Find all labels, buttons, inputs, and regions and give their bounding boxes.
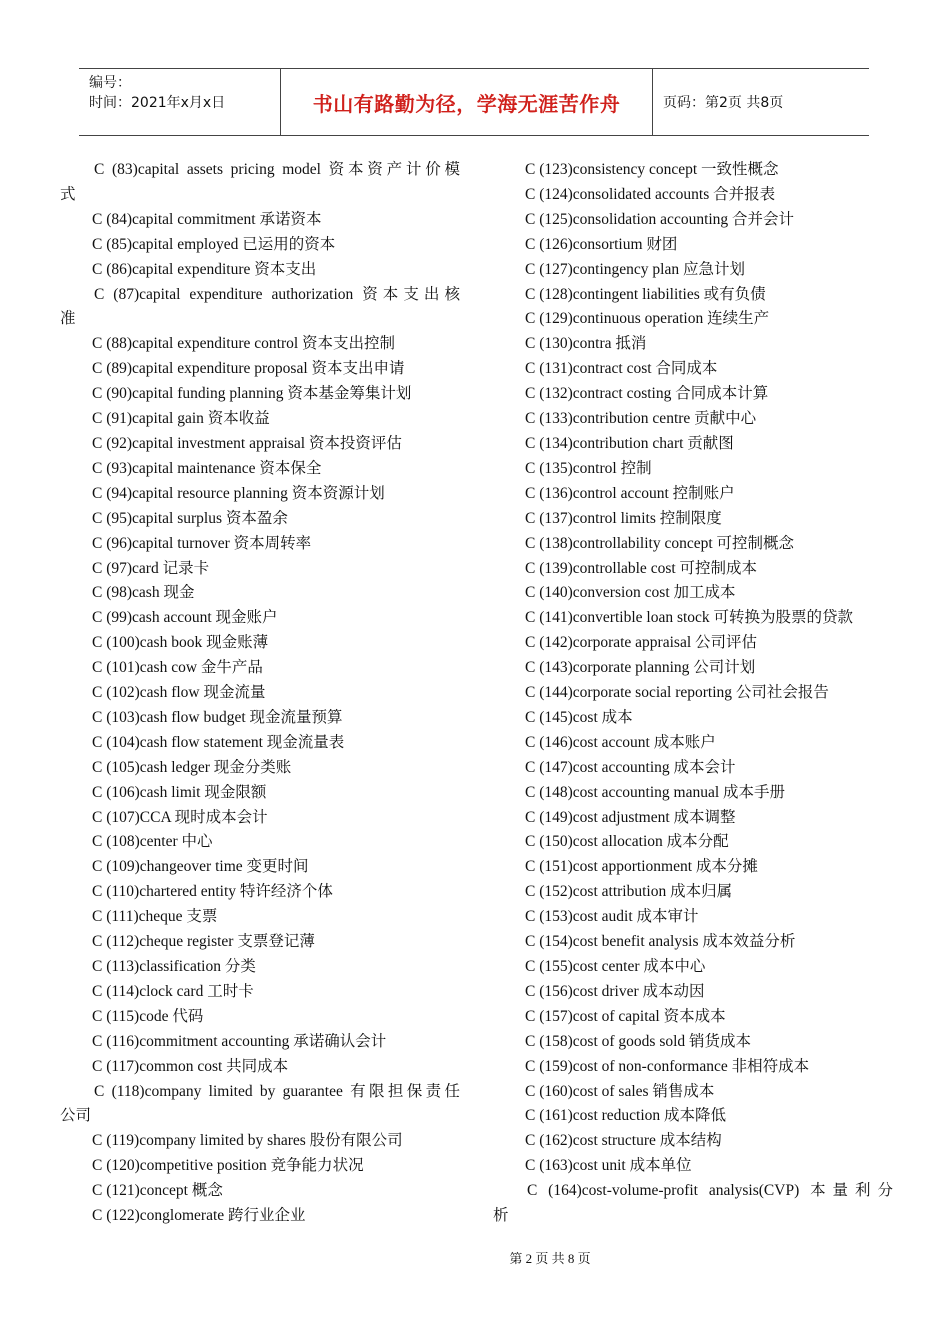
glossary-entry xyxy=(60,283,460,308)
glossary-entry-continuation: 准 xyxy=(60,310,76,328)
glossary-entry-text: C (110)chartered entity 特许经济个体 xyxy=(92,883,333,901)
glossary-entry xyxy=(493,905,893,930)
glossary-entry xyxy=(60,557,460,582)
glossary-entry-text: C (106)cash limit 现金限额 xyxy=(92,783,267,801)
glossary-entry xyxy=(493,1005,893,1030)
glossary-entry-text: C (135)control 控制 xyxy=(525,459,652,477)
page-footer: 第 2 页 共 8 页 xyxy=(509,1251,591,1266)
glossary-entry xyxy=(493,706,893,731)
glossary-entry xyxy=(60,830,460,855)
glossary-entry-text: C (157)cost of capital 资本成本 xyxy=(525,1007,726,1025)
glossary-entry-text: C (92)capital investment appraisal 资本投资评估 xyxy=(92,434,402,452)
glossary-entry-text: C (131)contract cost 合同成本 xyxy=(525,360,718,378)
glossary-entry-text: C (119)company limited by shares 股份有限公司 xyxy=(92,1132,403,1150)
glossary-entry-text: C (138)controllability concept 可控制概念 xyxy=(525,534,795,552)
glossary-entry xyxy=(493,532,893,557)
glossary-entry-text: C (130)contra 抵消 xyxy=(525,335,647,353)
glossary-entry-text: C (112)cheque register 支票登记薄 xyxy=(92,933,315,951)
glossary-entry xyxy=(60,905,460,930)
glossary-entry xyxy=(60,1179,460,1204)
glossary-entry xyxy=(493,1154,893,1179)
glossary-entry xyxy=(60,1129,460,1154)
glossary-entry-text: C (132)contract costing 合同成本计算 xyxy=(525,385,769,403)
glossary-entry xyxy=(493,606,893,631)
glossary-entry-text: C (84)capital commitment 承诺资本 xyxy=(92,210,322,228)
glossary-entry-text: C (158)cost of goods sold 销货成本 xyxy=(525,1032,752,1050)
glossary-entry xyxy=(493,1030,893,1055)
glossary-entry xyxy=(60,980,460,1005)
header-meta xyxy=(79,69,281,135)
glossary-entry xyxy=(60,1080,460,1105)
glossary-entry-continuation: 析 xyxy=(493,1207,509,1225)
glossary-entry xyxy=(60,208,460,233)
glossary-entry xyxy=(493,432,893,457)
glossary-entry xyxy=(493,1080,893,1105)
glossary-entry xyxy=(493,806,893,831)
glossary-entry xyxy=(493,482,893,507)
glossary-entry-text: C (117)common cost 共同成本 xyxy=(92,1057,289,1075)
glossary-entry-text: C (107)CCA 现时成本会计 xyxy=(92,808,268,826)
glossary-entry xyxy=(493,357,893,382)
glossary-entry-text: C (127)contingency plan 应急计划 xyxy=(525,260,745,278)
glossary-entry xyxy=(60,457,460,482)
glossary-entry xyxy=(493,855,893,880)
glossary-entry-text: C (148)cost accounting manual 成本手册 xyxy=(525,783,786,801)
glossary-entry-text: C (103)cash flow budget 现金流量预算 xyxy=(92,708,343,726)
glossary-entry-text: C (145)cost 成本 xyxy=(525,708,633,726)
glossary-entry-text: C (163)cost unit 成本单位 xyxy=(525,1157,692,1175)
glossary-entry xyxy=(60,681,460,706)
glossary-entry-text: C (136)control account 控制账户 xyxy=(525,484,735,502)
glossary-entry xyxy=(493,681,893,706)
glossary-entry xyxy=(493,930,893,955)
glossary-entry-text: C (143)corporate planning 公司计划 xyxy=(525,659,756,677)
glossary-entry xyxy=(60,880,460,905)
glossary-entry-text: C (162)cost structure 成本结构 xyxy=(525,1132,722,1150)
glossary-entry xyxy=(60,1005,460,1030)
glossary-entry-text: C (113)classification 分类 xyxy=(92,958,256,975)
glossary-entry xyxy=(60,606,460,631)
glossary-entry-text: C (89)capital expenditure proposal 资本支出申请 xyxy=(92,360,405,378)
glossary-entry xyxy=(60,706,460,731)
glossary-entry-text: C (97)card 记录卡 xyxy=(92,559,210,577)
glossary-entry-text: C (142)corporate appraisal 公司评估 xyxy=(525,634,758,652)
glossary-entry-text: C (129)continuous operation 连续生产 xyxy=(525,310,770,328)
glossary-entry-text: C (94)capital resource planning 资本资源计划 xyxy=(92,484,385,502)
glossary-entry-text: C (133)contribution centre 贡献中心 xyxy=(525,410,757,428)
glossary-entry xyxy=(493,781,893,806)
glossary-entry xyxy=(493,880,893,905)
glossary-entry xyxy=(60,631,460,656)
glossary-entry xyxy=(60,532,460,557)
glossary-entry xyxy=(60,1154,460,1179)
glossary-entry xyxy=(60,332,460,357)
glossary-entry-text: C (141)convertible loan stock 可转换为股票的贷款 xyxy=(525,609,854,627)
glossary-entry-text: C (159)cost of non-conformance 非相符成本 xyxy=(525,1057,810,1075)
glossary-entry-text: C (144)corporate social reporting 公司社会报告 xyxy=(525,684,829,702)
glossary-entry-text: C (100)cash book 现金账薄 xyxy=(92,634,269,652)
glossary-entry-text: C (146)cost account 成本账户 xyxy=(525,733,716,751)
glossary-entry-text: C (149)cost adjustment 成本调整 xyxy=(525,808,736,826)
glossary-entry xyxy=(60,1030,460,1055)
glossary-entry xyxy=(493,283,893,308)
glossary-entry-text: C (134)contribution chart 贡献图 xyxy=(525,434,734,452)
glossary-entry-text: C (128)contingent liabilities 或有负债 xyxy=(525,285,766,303)
glossary-entry xyxy=(493,756,893,781)
glossary-entry xyxy=(493,158,893,183)
glossary-entry-text: C (109)changeover time 变更时间 xyxy=(92,858,309,876)
glossary-entry xyxy=(60,855,460,880)
glossary-entry xyxy=(493,382,893,407)
glossary-entry-text: C (121)concept 概念 xyxy=(92,1182,223,1200)
glossary-entry xyxy=(493,656,893,681)
glossary-entry-text: C (111)cheque 支票 xyxy=(92,908,218,926)
glossary-entry xyxy=(493,407,893,432)
glossary-entry xyxy=(493,258,893,283)
glossary-entry-text: C (116)commitment accounting 承诺确认会计 xyxy=(92,1032,387,1050)
glossary-entry-text: C (91)capital gain 资本收益 xyxy=(92,410,270,428)
glossary-entry xyxy=(493,1104,893,1129)
glossary-entry-text: C (147)cost accounting 成本会计 xyxy=(525,758,736,776)
glossary-entry xyxy=(60,158,460,183)
header-page-info: 页码：第2页 共8页 xyxy=(663,95,784,111)
glossary-entry-text: C (160)cost of sales 销售成本 xyxy=(525,1082,715,1100)
glossary-entry-text: C (88)capital expenditure control 资本支出控制 xyxy=(92,335,396,353)
document-date: 时间：2021年x月x日 xyxy=(89,95,226,111)
glossary-entry-text: C (95)capital surplus 资本盈余 xyxy=(92,509,288,527)
glossary-entry-text: C (105)cash ledger 现金分类账 xyxy=(92,758,292,776)
glossary-entry xyxy=(493,830,893,855)
glossary-entry-text: C (101)cash cow 金牛产品 xyxy=(92,659,263,677)
glossary-entry xyxy=(60,781,460,806)
glossary-entry xyxy=(493,557,893,582)
glossary-entry xyxy=(60,581,460,606)
glossary-entry-text: C (83)capital assets pricing model 资本资产计价模 xyxy=(94,161,460,178)
glossary-entry-text: C (156)cost driver 成本动因 xyxy=(525,982,705,1000)
glossary-entry xyxy=(493,980,893,1005)
glossary-entry xyxy=(493,1129,893,1154)
glossary-entry-text: C (108)center 中心 xyxy=(92,833,213,851)
glossary-entry-text: C (154)cost benefit analysis 成本效益分析 xyxy=(525,933,796,951)
glossary-entry-text: C (99)cash account 现金账户 xyxy=(92,609,278,627)
glossary-entry xyxy=(60,955,460,980)
glossary-entry xyxy=(60,756,460,781)
glossary-entry xyxy=(493,457,893,482)
glossary-entry-text: C (87)capital expenditure authorization 资本支出核 xyxy=(94,285,460,303)
glossary-entry xyxy=(493,631,893,656)
glossary-entry xyxy=(60,382,460,407)
glossary-entry-text: C (125)consolidation accounting 合并会计 xyxy=(525,210,795,228)
glossary-entry-text: C (85)capital employed 已运用的资本 xyxy=(92,235,336,253)
glossary-entry-text: C (164)cost-volume-profit analysis(CVP) 本量利分 xyxy=(527,1182,893,1200)
glossary-entry xyxy=(493,1179,893,1204)
glossary-entry xyxy=(493,1055,893,1080)
glossary-entry xyxy=(493,332,893,357)
document-number-label: 编号： xyxy=(89,75,131,91)
glossary-entry-continuation: 式 xyxy=(60,185,76,203)
glossary-entry xyxy=(60,432,460,457)
glossary-entry-text: C (123)consistency concept 一致性概念 xyxy=(525,161,779,178)
glossary-entry-text: C (150)cost allocation 成本分配 xyxy=(525,833,729,851)
glossary-entry-text: C (104)cash flow statement 现金流量表 xyxy=(92,733,345,751)
glossary-entry xyxy=(60,930,460,955)
glossary-entry xyxy=(493,208,893,233)
glossary-right-column xyxy=(493,158,893,1229)
glossary-entry-text: C (114)clock card 工时卡 xyxy=(92,982,254,1000)
glossary-entry-text: C (151)cost apportionment 成本分摊 xyxy=(525,858,758,876)
glossary-entry-continuation: 公司 xyxy=(60,1107,92,1125)
glossary-entry xyxy=(493,581,893,606)
glossary-entry xyxy=(60,656,460,681)
glossary-left-column xyxy=(60,158,460,1229)
glossary-entry-text: C (155)cost center 成本中心 xyxy=(525,958,706,975)
glossary-entry xyxy=(60,1204,460,1229)
glossary-entry-text: C (115)code 代码 xyxy=(92,1007,204,1025)
glossary-entry-text: C (120)competitive position 竞争能力状况 xyxy=(92,1157,364,1175)
glossary-entry xyxy=(493,955,893,980)
glossary-entry xyxy=(60,233,460,258)
glossary-entry xyxy=(60,482,460,507)
glossary-entry xyxy=(60,407,460,432)
glossary-entry-text: C (96)capital turnover 资本周转率 xyxy=(92,534,312,552)
header-motto: 书山有路勤为径，学海无涯苦作舟 xyxy=(281,69,653,135)
glossary-entry-text: C (161)cost reduction 成本降低 xyxy=(525,1107,727,1125)
glossary-entry-text: C (102)cash flow 现金流量 xyxy=(92,684,266,702)
glossary-entry-text: C (140)conversion cost 加工成本 xyxy=(525,584,736,602)
glossary-entry-text: C (124)consolidated accounts 合并报表 xyxy=(525,185,776,203)
glossary-entry xyxy=(60,1055,460,1080)
glossary-entry-text: C (137)control limits 控制限度 xyxy=(525,509,722,527)
glossary-entry xyxy=(60,731,460,756)
glossary-entry-text: C (153)cost audit 成本审计 xyxy=(525,908,699,926)
glossary-entry xyxy=(493,183,893,208)
glossary-entry-text: C (90)capital funding planning 资本基金筹集计划 xyxy=(92,385,412,403)
glossary-entry-text: C (152)cost attribution 成本归属 xyxy=(525,883,733,901)
glossary-entry xyxy=(493,307,893,332)
glossary-entry xyxy=(493,507,893,532)
glossary-entry-text: C (122)conglomerate 跨行业企业 xyxy=(92,1207,306,1225)
glossary-entry-text: C (93)capital maintenance 资本保全 xyxy=(92,459,322,477)
glossary-entry xyxy=(60,258,460,283)
glossary-entry xyxy=(60,507,460,532)
glossary-entry-text: C (86)capital expenditure 资本支出 xyxy=(92,260,317,278)
glossary-entry-text: C (126)consortium 财团 xyxy=(525,235,678,253)
glossary-entry-text: C (98)cash 现金 xyxy=(92,584,195,602)
glossary-entry xyxy=(493,233,893,258)
glossary-entry-text: C (139)controllable cost 可控制成本 xyxy=(525,559,758,577)
glossary-entry xyxy=(60,806,460,831)
glossary-entry xyxy=(60,357,460,382)
glossary-entry xyxy=(493,731,893,756)
glossary-entry-text: C (118)company limited by guarantee 有限担保责任 xyxy=(94,1082,460,1100)
page-header xyxy=(79,68,869,136)
